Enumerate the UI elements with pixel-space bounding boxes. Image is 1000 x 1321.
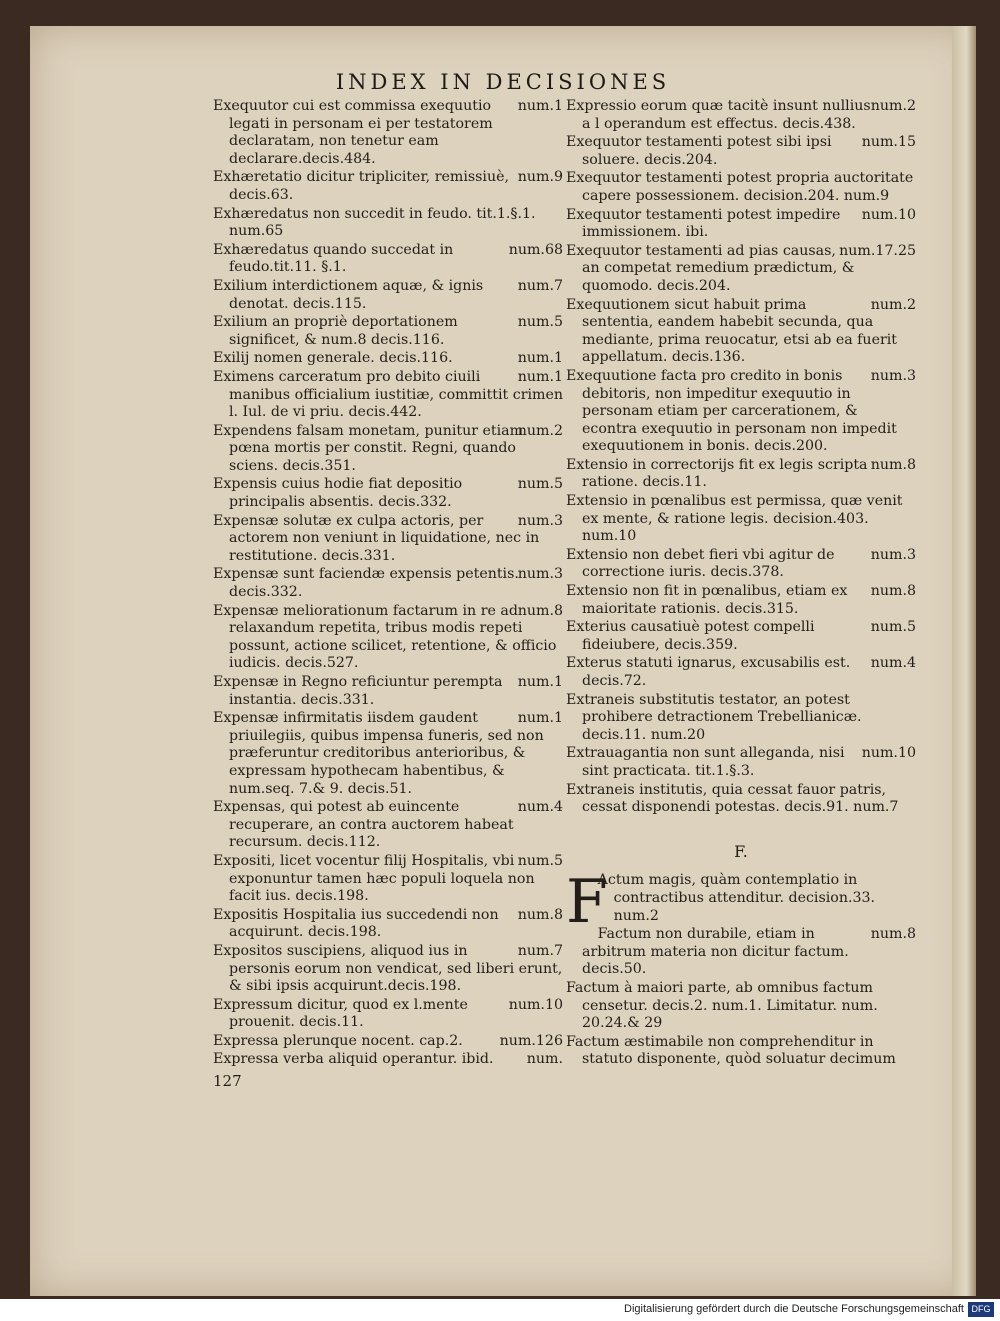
index-entry xyxy=(566,926,916,979)
index-entry xyxy=(566,692,916,745)
index-entry xyxy=(213,350,563,368)
entry-number: num.8 xyxy=(517,906,563,923)
index-entry xyxy=(566,583,916,618)
index-entry xyxy=(213,997,563,1032)
entry-number: num.5 xyxy=(870,619,916,636)
entry-number: num.1 xyxy=(517,368,563,385)
entry-number: num.1 xyxy=(517,350,563,367)
index-entry xyxy=(566,547,916,582)
entry-number: num.7 xyxy=(517,277,563,294)
index-entry xyxy=(213,513,563,566)
index-entry xyxy=(566,457,916,492)
index-entry xyxy=(566,655,916,690)
entry-number: num.10 xyxy=(508,996,563,1013)
entry-number: num.1 xyxy=(517,674,563,690)
entry-number: num.3 xyxy=(870,546,916,563)
entry-text: Expensas, qui potest ab euincente recuperare, an contra auctorem habeat recursum. decis.112. xyxy=(213,799,514,851)
entry-number: num.5 xyxy=(517,476,563,493)
page-number: 127 xyxy=(213,1072,242,1091)
index-entry xyxy=(566,243,916,296)
section-letter: F. xyxy=(734,841,748,861)
index-entry xyxy=(213,206,563,241)
entry-number: num.5 xyxy=(517,852,563,869)
index-entry xyxy=(213,476,563,511)
page-edge xyxy=(952,26,976,1296)
entry-text: Expressa plerunque nocent. cap.2. xyxy=(213,1032,463,1049)
entry-number: num.9 xyxy=(517,169,563,186)
index-entry xyxy=(566,493,916,546)
entry-number: num.10 xyxy=(861,206,916,223)
entry-number: num.10 xyxy=(861,745,916,762)
index-entry xyxy=(213,943,563,996)
entry-text: Exterius causatiuè potest compelli fideiubere, decis.359. xyxy=(566,619,815,653)
entry-text: Extensio non debet fieri vbi agitur de correctione iuris. decis.378. xyxy=(566,546,835,581)
entry-number: num.2 xyxy=(517,422,563,439)
index-entry xyxy=(213,278,563,313)
index-entry xyxy=(566,207,916,242)
right-column xyxy=(566,98,916,1070)
index-entry xyxy=(566,619,916,654)
entry-text: Exequutione facta pro credito in bonis debitoris, non impeditur exequutio in personam etiam per carcerationem, & econtra exequutio in personam non impedit exequutionem in bonis. decis.200. xyxy=(566,367,897,455)
entry-text: Expositos suscipiens, aliquod ius in personis eorum non vendicat, sed liberi erunt, & sibi ipsis acquirunt.decis.198. xyxy=(213,942,563,995)
book-page xyxy=(30,26,976,1296)
index-entry xyxy=(213,98,563,168)
index-entry xyxy=(566,980,916,1033)
entry-text: Expensæ meliorationum factarum in re ad relaxandum repetita, tribus modis repeti possunt, actione scilicet, retentione, & officio iudicis. decis.527. xyxy=(213,602,557,672)
entry-number: num.1 xyxy=(517,98,563,114)
entry-text: Extraneis substitutis testator, an potest prohibere detractionem Trebellianicæ. decis.11. num.20 xyxy=(566,691,862,743)
dfg-logo: DFG xyxy=(968,1302,994,1317)
index-entry xyxy=(566,170,916,205)
entry-text: Exilium interdictionem aquæ, & ignis denotat. decis.115. xyxy=(213,277,484,312)
entry-text: Extrauagantia non sunt alleganda, nisi sint practicata. tit.1.§.3. xyxy=(566,745,845,779)
entry-text: Expendens falsam monetam, punitur etiam pœna mortis per constit. Regni, quando sciens. decis.351. xyxy=(213,422,524,474)
index-entry xyxy=(213,423,563,476)
entry-text: Exequutor testamenti potest sibi ipsi soluere. decis.204. xyxy=(566,134,832,168)
entry-number: num.4 xyxy=(517,799,563,816)
entry-number: num.8 xyxy=(517,602,563,619)
index-entry xyxy=(213,674,563,709)
entry-text: Exequutor testamenti ad pias causas, an competat remedium prædictum, & quomodo. decis.204. xyxy=(566,242,855,294)
index-entry xyxy=(566,782,916,817)
index-entry xyxy=(213,566,563,601)
entry-text: Exilium an propriè deportationem significet, & num.8 decis.116. xyxy=(213,314,458,348)
index-entry xyxy=(213,1051,563,1069)
entry-number: num.7 xyxy=(517,942,563,959)
entry-text: Exhæredatus non succedit in feudo. tit.1.§.1. num.65 xyxy=(213,205,536,240)
entry-text: Factum æstimabile non comprehenditur in statuto disponente, quòd soluatur decimum xyxy=(566,1033,896,1068)
index-entry xyxy=(566,297,916,367)
entry-text: Extensio non fit in pœnalibus, etiam ex maioritate rationis. decis.315. xyxy=(566,583,848,617)
left-column xyxy=(213,98,563,1091)
entry-text: Expensæ sunt faciendæ expensis petentis. decis.332. xyxy=(213,566,519,601)
entry-number: num.5 xyxy=(517,314,563,331)
entry-number: num.4 xyxy=(870,655,916,672)
entry-number: num.3 xyxy=(517,512,563,529)
index-entry xyxy=(566,745,916,780)
entry-text: Expressa verba aliquid operantur. ibid. xyxy=(213,1051,494,1068)
entry-number: num.2 xyxy=(870,296,916,313)
entry-text: Extensio in pœnalibus est permissa, quæ venit ex mente, & ratione legis. decision.403. num.10 xyxy=(566,493,903,545)
entry-text: Expensæ infirmitatis iisdem gaudent priuilegiis, quibus impensa funeris, sed non præferuntur creditoribus anterioribus, & expressam hypothecam habentibus, & num.seq. 7.& 9. decis.51. xyxy=(213,710,544,797)
entry-number: num.17.25 xyxy=(839,242,916,259)
footer-text: Digitalisierung gefördert durch die Deutsche Forschungsgemeinschaft xyxy=(624,1303,964,1315)
entry-number: num.68 xyxy=(508,241,563,258)
entry-text: Eximens carceratum pro debito ciuili manibus officialium iustitiæ, committit crimen l. Iul. de vi priu. decis.442. xyxy=(213,368,563,421)
entry-text: Expressum dicitur, quod ex l.mente prouenit. decis.11. xyxy=(213,996,468,1031)
page-header: INDEX IN DECISIONES xyxy=(335,70,671,94)
entry-text: Expensis cuius hodie fiat depositio principalis absentis. decis.332. xyxy=(213,476,463,511)
drop-cap: F xyxy=(566,867,608,938)
entry-text: Exterus statuti ignarus, excusabilis est. decis.72. xyxy=(566,655,851,689)
index-entry xyxy=(213,242,563,277)
index-entry xyxy=(213,314,563,349)
entry-text: Factum à maiori parte, ab omnibus factum censetur. decis.2. num.1. Limitatur. num. 20.24.& 29 xyxy=(566,979,878,1032)
entry-number: num.126 xyxy=(499,1032,563,1049)
entry-text: Expressio eorum quæ tacitè insunt nullius a l operandum est effectus. decis.438. xyxy=(566,98,871,132)
entry-text: Exequutor testamenti potest propria auctoritate capere possessionem. decision.204. num.9 xyxy=(566,170,914,204)
entry-number: num.2 xyxy=(870,98,916,114)
entry-number: num.8 xyxy=(870,583,916,600)
entry-text: Expensæ in Regno reficiuntur perempta instantia. decis.331. xyxy=(213,674,503,708)
index-entry xyxy=(566,98,916,133)
index-entry xyxy=(213,710,563,798)
entry-text: Expositi, licet vocentur filij Hospitalis, vbi exponuntur tamen hæc populi loquela non facit ius. decis.198. xyxy=(213,852,535,905)
entry-text: Exhæredatus quando succedat in feudo.tit.11. §.1. xyxy=(213,241,454,276)
entry-text: Exequutionem sicut habuit prima sententia, eandem habebit secunda, qua mediante, prima reuocatur, etsi ab ea fuerit appellatum. decis.136. xyxy=(566,296,897,366)
entry-number: num.15 xyxy=(861,134,916,151)
index-entry xyxy=(213,853,563,906)
entry-text: Actum magis, quàm contemplatio in contractibus attenditur. decision.33. num.2 xyxy=(597,872,876,924)
index-entry xyxy=(566,1034,916,1069)
entry-number: num.8 xyxy=(870,456,916,473)
entry-text: Extensio in correctorijs fit ex legis scripta ratione. decis.11. xyxy=(566,456,868,491)
entry-text: Expensæ solutæ ex culpa actoris, per actorem non veniunt in liquidatione, nec in restitutione. decis.331. xyxy=(213,512,540,564)
entry-number: num.1 xyxy=(517,710,563,727)
index-entry xyxy=(213,603,563,673)
footer-bar xyxy=(0,1299,1000,1321)
entry-number: num.8 xyxy=(870,926,916,943)
index-entry xyxy=(213,907,563,942)
entry-text: Exequutor testamenti potest impedire immissionem. ibi. xyxy=(566,206,841,241)
index-entry xyxy=(213,169,563,204)
index-entry xyxy=(213,799,563,852)
index-entry xyxy=(566,134,916,169)
index-entry xyxy=(566,368,916,456)
entry-text: Exilij nomen generale. decis.116. xyxy=(213,350,453,367)
entry-number: num.3 xyxy=(517,566,563,583)
entry-text: Extraneis institutis, quia cessat fauor patris, cessat disponendi potestas. decis.91. num.7 xyxy=(566,781,899,816)
entry-text: Expositis Hospitalia ius succedendi non acquirunt. decis.198. xyxy=(213,906,499,941)
index-entry xyxy=(213,369,563,422)
index-entry xyxy=(213,1033,563,1051)
entry-text: Exhæretatio dicitur tripliciter, remissiuè, decis.63. xyxy=(213,169,510,203)
entry-number: num. xyxy=(526,1051,563,1068)
entry-text: Factum non durabile, etiam in arbitrum materia non dicitur factum. decis.50. xyxy=(582,926,849,978)
entry-number: num.3 xyxy=(870,367,916,384)
entry-text: Exequutor cui est commissa exequutio legati in personam ei per testatorem declaratam, non tenetur eam declarare.decis.484. xyxy=(213,98,493,167)
